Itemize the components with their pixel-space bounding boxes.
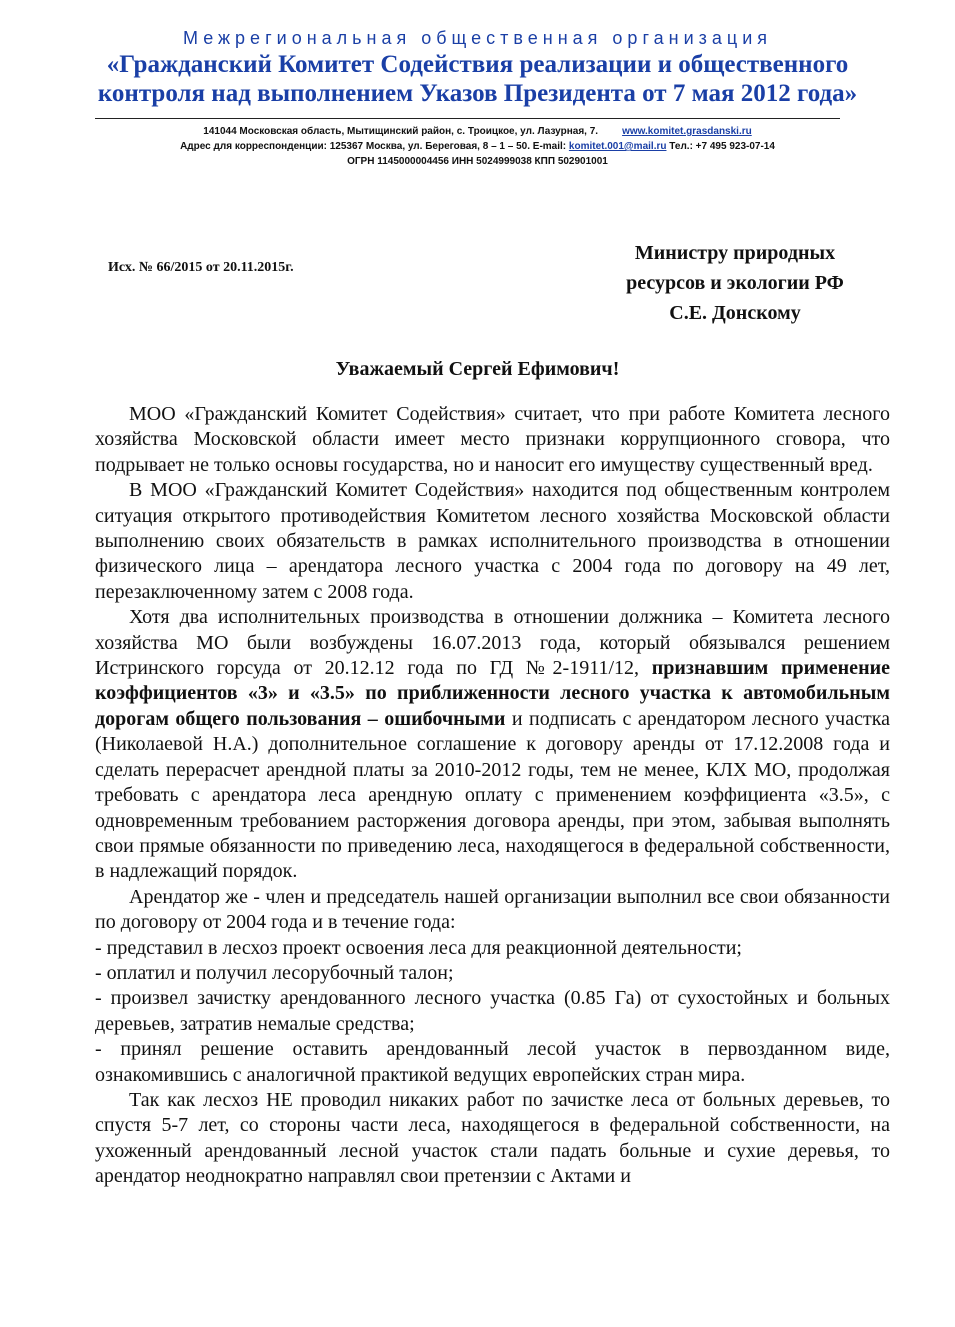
letterhead-divider	[95, 118, 840, 119]
addressee-block	[600, 238, 870, 328]
salutation: Уважаемый Сергей Ефимович!	[335, 358, 620, 380]
paragraph-5: Так как лесхоз НЕ проводил никаких работ по зачистке леса от больных деревьев, то спустя 5-7 лет, со стороны части леса, находящегося в федеральной собственности, на ухоженный арендованный лесной участок стали падать больные и сухие деревья, то арендатор неоднократно направлял свои претензии с Актами и	[95, 1088, 890, 1188]
addressee-line-1: Министру природных	[634, 242, 836, 264]
email-link[interactable]: komitet.001@mail.ru	[568, 141, 667, 152]
list-item: - произвел зачистку арендованного лесного участка (0.85 Га) от сухостойных и больных деревьев, затратив немалые средства;	[95, 987, 890, 1035]
list-item: - оплатил и получил лесорубочный талон;	[95, 961, 454, 984]
phone-number: Тел.: +7 495 923-07-14	[669, 141, 775, 152]
list-item: - представил в лесхоз проект освоения леса для реакционной деятельности;	[95, 936, 742, 959]
paragraph-3-text-a: Хотя два исполнительных производства в отношении должника – Комитета лесного хозяйства МО были возбуждены 16.07.2013 года, который обязывался решением Истринского горсуда от 20.12.12 года по ГД №2-1911/12,	[95, 606, 890, 680]
paragraph-3-text-b: и подписать с арендатором лесного участка (Николаевой Н.А.) дополнительное соглашение к договору аренды от 17.12.2008 года и сделать перерасчет арендной платы за 2010-2012 годы, тем не менее, КЛХ МО, продолжая требовать с арендатора леса арендную оплату с применением коэффициента «3.5», с одновременным требованием расторжения договора аренды, при этом, забывая выполнять свои прямые обязанности по приведению леса, находящегося в федеральной собственности, в надлежащий порядок.	[95, 707, 890, 883]
paragraph-3-emphasis: признавшим применение коэффициентов «3» и «3.5» по приближенности лесного участка к автомобильным дорогам общего пользования – ошибочными	[95, 657, 890, 730]
organization-title-line-1: «Гражданский Комитет Содействия реализации и общественного	[106, 51, 849, 78]
organization-title	[60, 50, 895, 108]
organization-type: Межрегиональная общественная организация	[183, 28, 772, 48]
postal-address-line	[80, 124, 875, 139]
postal-address: 141044 Московская область, Мытищинский район, с. Троицкое, ул. Лазурная, 7.	[203, 126, 599, 137]
addressee-line-2: ресурсов и экологии РФ	[626, 272, 844, 294]
paragraph-4: Арендатор же - член и председатель нашей организации выполнил все свои обязанности по договору от 2004 года и в течение года:	[95, 885, 890, 934]
registry-line: ОГРН 1145000004456 ИНН 5024999038 КПП 502901001	[347, 156, 608, 167]
correspondence-line	[80, 139, 875, 154]
organization-title-line-2: контроля над выполнением Указов Президента от 7 мая 2012 года»	[97, 80, 858, 107]
website-link[interactable]: www.komitet.grasdanski.ru	[622, 126, 752, 137]
letter-body	[95, 402, 890, 1190]
paragraph-3	[95, 605, 890, 884]
paragraph-2: В МОО «Гражданский Комитет Содействия» находится под общественным контролем ситуация открытого противодействия Комитетом лесного хозяйства Московской области выполнению своих обязательств в рамках исполнительного производства в отношении физического лица – арендатора лесного участка с 2004 года по договору на 49 лет, перезаключенному затем с 2008 года.	[95, 479, 890, 603]
correspondence-address: Адрес для корреспонденции: 125367 Москва, ул. Береговая, 8 – 1 – 50. E-mail:	[180, 141, 567, 152]
outgoing-reference: Исх. № 66/2015 от 20.11.2015г.	[108, 260, 294, 275]
list-item: - принял решение оставить арендованный лесой участок в первозданном виде, ознакомившись с аналогичной практикой ведущих европейских стран мира.	[95, 1038, 890, 1086]
letterhead-contacts	[80, 124, 875, 169]
addressee-line-3: С.Е. Донскому	[669, 302, 801, 324]
paragraph-1: МОО «Гражданский Комитет Содействия» считает, что при работе Комитета лесного хозяйства Московской области имеет место признаки коррупционного сговора, что подрывает не только основы государства, но и наносит его имуществу существенный вред.	[95, 403, 890, 476]
